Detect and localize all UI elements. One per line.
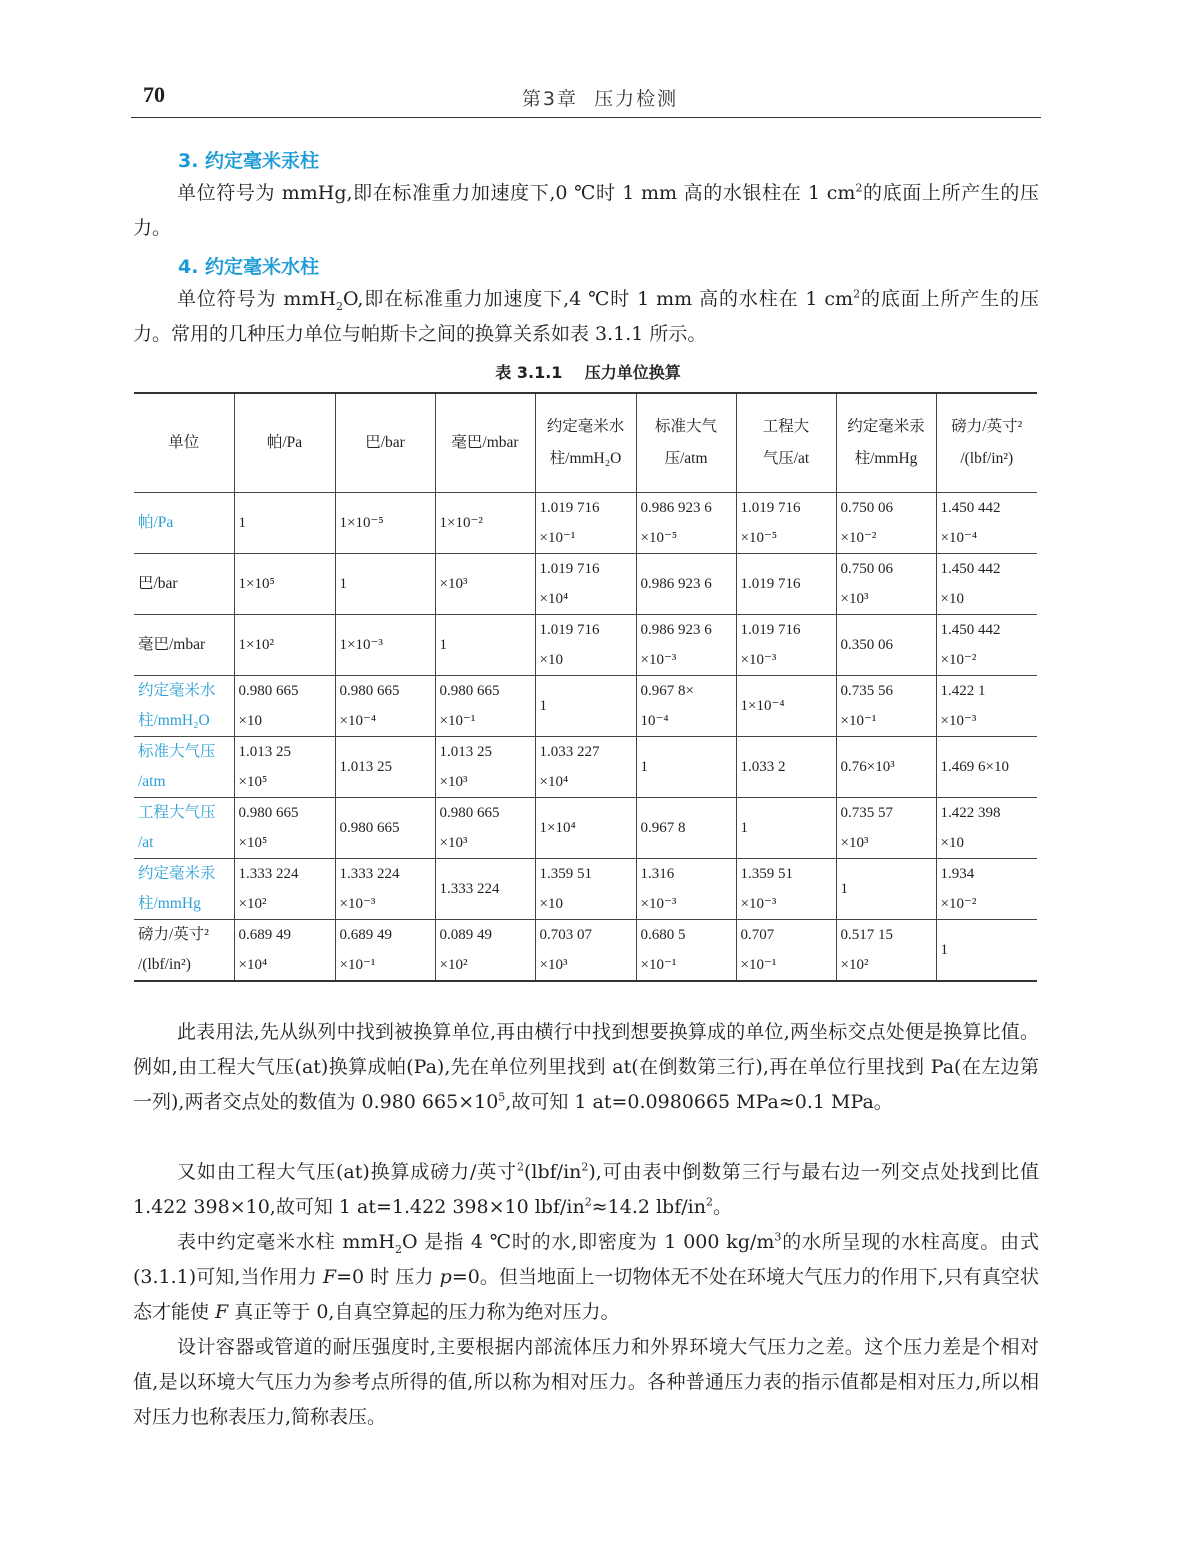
cell-line: 约定毫米汞: [847, 418, 925, 435]
cell-line: 0.750 06: [840, 500, 893, 516]
cell-line: 柱/mmH₂O: [138, 712, 210, 729]
table-row: [134, 737, 1037, 798]
conversion-value-cell: [636, 493, 736, 554]
cell-line: ×10²: [840, 957, 869, 973]
conversion-value-cell: [836, 798, 936, 859]
cell-line: ×10³: [840, 591, 869, 607]
cell-line: ×10²: [238, 896, 267, 912]
cell-line: 气压/at: [762, 450, 810, 467]
cell-line: 0.703 07: [539, 927, 592, 943]
cell-line: ×10⁻³: [339, 896, 376, 912]
cell-line: 约定毫米水: [138, 682, 216, 699]
cell-line: 1: [339, 576, 347, 592]
cell-line: ×10⁻²: [840, 530, 877, 546]
conversion-value-cell: [234, 798, 335, 859]
cell-line: 0.980 665: [238, 805, 299, 821]
cell-line: 1.469 6×10: [940, 759, 1009, 775]
cell-line: ×10³: [539, 957, 568, 973]
cell-line: ×10⁻¹: [640, 957, 677, 973]
row-unit-label: [134, 859, 234, 920]
conversion-value-cell: [636, 554, 736, 615]
conversion-value-cell: [435, 554, 535, 615]
cell-line: 1.359 51: [740, 866, 793, 882]
cell-line: 磅力/英寸²: [951, 418, 1023, 435]
table-caption: 表 3.1.1 压力单位换算: [495, 363, 681, 382]
conversion-value-cell: [535, 615, 636, 676]
conversion-value-cell: [636, 615, 736, 676]
conversion-value-cell: [435, 493, 535, 554]
cell-line: ×10²: [439, 957, 468, 973]
conversion-value-cell: [736, 676, 836, 737]
cell-line: /at: [138, 834, 154, 851]
cell-line: ×10⁻³: [740, 896, 777, 912]
cell-line: ×10⁻¹: [740, 957, 777, 973]
cell-line: ×10⁻³: [740, 652, 777, 668]
conversion-value-cell: [535, 493, 636, 554]
conversion-value-cell: [636, 676, 736, 737]
cell-line: 标准大气: [654, 418, 717, 435]
conversion-value-cell: [435, 676, 535, 737]
conversion-value-cell: [936, 859, 1037, 920]
cell-line: /atm: [138, 773, 166, 790]
cell-line: ×10⁻¹: [439, 713, 476, 729]
pressure-conversion-table: [134, 392, 1037, 982]
cell-line: 1×10²: [238, 637, 274, 653]
cell-line: 0.750 06: [840, 561, 893, 577]
cell-line: 1.019 716: [740, 622, 801, 638]
conversion-value-cell: [636, 798, 736, 859]
cell-line: ×10⁻³: [640, 652, 677, 668]
cell-line: 0.967 8: [640, 820, 686, 836]
conversion-value-cell: [836, 676, 936, 737]
cell-line: 磅力/英寸²: [138, 926, 209, 943]
column-header: [535, 393, 636, 493]
row-unit-label: [134, 737, 234, 798]
conversion-value-cell: [836, 920, 936, 982]
column-header: [134, 393, 234, 493]
conversion-value-cell: [535, 798, 636, 859]
cell-line: 0.735 57: [840, 805, 893, 821]
cell-line: 1.033 227: [539, 744, 600, 760]
conversion-value-cell: [335, 798, 435, 859]
conversion-value-cell: [836, 554, 936, 615]
cell-line: ×10: [539, 652, 563, 668]
cell-line: 1: [238, 515, 246, 531]
column-header: [335, 393, 435, 493]
conversion-value-cell: [234, 859, 335, 920]
section-title-mmhg: 3. 约定毫米汞柱: [178, 150, 320, 172]
cell-line: 0.986 923 6: [640, 576, 712, 592]
conversion-value-cell: [736, 554, 836, 615]
cell-line: /(lbf/in²): [960, 450, 1014, 467]
cell-line: 1: [740, 820, 748, 836]
conversion-value-cell: [936, 737, 1037, 798]
cell-line: 毫巴/mbar: [451, 434, 519, 451]
cell-line: 1×10⁻²: [439, 515, 483, 531]
cell-line: 1.013 25: [238, 744, 291, 760]
cell-line: 巴/bar: [365, 434, 405, 451]
cell-line: ×10: [940, 835, 964, 851]
column-header: [636, 393, 736, 493]
conversion-value-cell: [936, 615, 1037, 676]
conversion-value-cell: [535, 737, 636, 798]
cell-line: 1.450 442: [940, 561, 1001, 577]
row-unit-label: [134, 798, 234, 859]
cell-line: 1: [539, 698, 547, 714]
conversion-value-cell: [535, 676, 636, 737]
section-paragraph-mmhg: 单位符号为 mmHg,即在标准重力加速度下,0 ℃时 1 mm 高的水银柱在 1 $cm^2$的底面上所产生的压力。: [133, 181, 1039, 239]
conversion-value-cell: [435, 859, 535, 920]
row-unit-label: [134, 493, 234, 554]
table-row: [134, 920, 1037, 982]
conversion-value-cell: [636, 920, 736, 982]
conversion-value-cell: [335, 920, 435, 982]
cell-line: 1×10⁻³: [339, 637, 383, 653]
table-row: [134, 493, 1037, 554]
cell-line: 0.707: [740, 927, 775, 943]
running-header: 第3章 压力检测: [521, 88, 679, 110]
conversion-value-cell: [335, 554, 435, 615]
cell-line: 1.019 716: [539, 561, 600, 577]
conversion-value-cell: [636, 859, 736, 920]
cell-line: ×10: [940, 591, 964, 607]
cell-line: 1×10⁻⁴: [740, 698, 785, 714]
cell-line: 1.333 224: [439, 881, 500, 897]
cell-line: 1.422 1: [940, 683, 986, 699]
body-paragraph: 此表用法,先从纵列中找到被换算单位,再由横行中找到想要换算成的单位,两坐标交点处便是换算比值。例如,由工程大气压(at)换算成帕(Pa),先在单位列里找到 at(在倒数第三行),再在单位行里找到 Pa(在左边第一列),两者交点处的数值为 0.980 $665\times 10^5$,故可知 1 at=0.0980665 MPa≈0.1 MPa。: [133, 1021, 1039, 1113]
body-paragraph: 又如由工程大气压(at)换算成磅力/英寸$^2(lbf/in^2)$,可由表中倒数第三行与最右边一列交点处找到比值 1.422 398×10,故可知 1 at=1.422 398×10 lbf/$in^2\approx 14.2$ lbf/$in^2$。: [133, 1160, 1039, 1218]
conversion-value-cell: [234, 493, 335, 554]
cell-line: 1.013 25: [439, 744, 492, 760]
cell-line: ×10: [238, 713, 262, 729]
cell-line: 0.76×10³: [840, 759, 895, 775]
cell-line: 1.019 716: [539, 500, 600, 516]
cell-line: 单位: [168, 434, 200, 451]
conversion-value-cell: [636, 737, 736, 798]
conversion-value-cell: [435, 615, 535, 676]
conversion-value-cell: [936, 554, 1037, 615]
cell-line: ×10⁴: [539, 591, 569, 607]
conversion-value-cell: [836, 859, 936, 920]
cell-line: 1.316: [640, 866, 675, 882]
cell-line: 0.517 15: [840, 927, 893, 943]
conversion-value-cell: [535, 920, 636, 982]
header-rule: [131, 117, 1041, 118]
conversion-value-cell: [535, 554, 636, 615]
table-header-row: [134, 393, 1037, 493]
cell-line: 柱/mmHg: [138, 895, 201, 912]
conversion-value-cell: [736, 859, 836, 920]
cell-line: 1: [840, 881, 848, 897]
conversion-value-cell: [335, 615, 435, 676]
cell-line: /(lbf/in²): [138, 956, 191, 973]
section-title-mmh2o: 4. 约定毫米水柱: [178, 256, 320, 278]
cell-line: 1.019 716: [740, 576, 801, 592]
conversion-value-cell: [435, 798, 535, 859]
cell-line: 1.033 2: [740, 759, 786, 775]
row-unit-label: [134, 615, 234, 676]
cell-line: 1.450 442: [940, 622, 1001, 638]
conversion-value-cell: [936, 920, 1037, 982]
conversion-value-cell: [736, 798, 836, 859]
cell-line: 1×10⁴: [539, 820, 576, 836]
cell-line: 1×10⁻⁵: [339, 515, 384, 531]
row-unit-label: [134, 920, 234, 982]
cell-line: 0.089 49: [439, 927, 492, 943]
cell-line: ×10⁻¹: [840, 713, 877, 729]
column-header: [234, 393, 335, 493]
cell-line: ×10⁻²: [940, 896, 977, 912]
table-row: [134, 615, 1037, 676]
conversion-value-cell: [234, 554, 335, 615]
cell-line: ×10: [539, 896, 563, 912]
cell-line: 帕/Pa: [266, 434, 303, 451]
conversion-value-cell: [335, 737, 435, 798]
cell-line: 1.359 51: [539, 866, 592, 882]
conversion-value-cell: [736, 920, 836, 982]
conversion-value-cell: [335, 676, 435, 737]
cell-line: ×10⁵: [238, 774, 268, 790]
cell-line: 1.333 224: [238, 866, 299, 882]
cell-line: 工程大气压: [138, 804, 216, 821]
cell-line: 1.450 442: [940, 500, 1001, 516]
conversion-value-cell: [936, 493, 1037, 554]
conversion-value-cell: [435, 737, 535, 798]
cell-line: ×10³: [439, 576, 468, 592]
conversion-value-cell: [234, 615, 335, 676]
conversion-value-cell: [435, 920, 535, 982]
conversion-value-cell: [836, 493, 936, 554]
column-header: [936, 393, 1037, 493]
column-header: [836, 393, 936, 493]
cell-line: ×10³: [840, 835, 869, 851]
conversion-value-cell: [234, 737, 335, 798]
cell-line: 1: [640, 759, 648, 775]
cell-line: 0.980 665: [439, 683, 500, 699]
cell-line: 0.735 56: [840, 683, 893, 699]
row-unit-label: [134, 554, 234, 615]
cell-line: 1: [940, 942, 948, 958]
cell-line: 工程大: [762, 418, 810, 435]
conversion-value-cell: [335, 493, 435, 554]
cell-line: 0.689 49: [339, 927, 392, 943]
cell-line: 1.422 398: [940, 805, 1001, 821]
cell-line: 0.980 665: [439, 805, 500, 821]
cell-line: ×10⁵: [238, 835, 268, 851]
conversion-value-cell: [736, 737, 836, 798]
cell-line: ×10⁻¹: [339, 957, 376, 973]
conversion-value-cell: [234, 920, 335, 982]
conversion-value-cell: [936, 798, 1037, 859]
cell-line: 约定毫米汞: [138, 865, 216, 882]
cell-line: 约定毫米水: [546, 418, 625, 435]
cell-line: 压/atm: [664, 450, 708, 467]
cell-line: 0.986 923 6: [640, 500, 712, 516]
table-row: [134, 676, 1037, 737]
row-unit-label: [134, 676, 234, 737]
cell-line: ×10⁻²: [940, 652, 977, 668]
cell-line: 0.980 665: [238, 683, 299, 699]
cell-line: 帕/Pa: [138, 514, 174, 531]
conversion-value-cell: [535, 859, 636, 920]
body-paragraph: 表中约定毫米水柱 mmH$_2$O 是指 4 ℃时的水,即密度为 1 000 $kg/m^3$的水所呈现的水柱高度。由式(3.1.1)可知,当作用力 F=0 时 压力 p=0。但当地面上一切物体无不处在环境大气压力的作用下,只有真空状态才能使 F 真正等于 0,自真空算起的压力称为绝对压力。: [133, 1230, 1039, 1323]
cell-line: ×10⁴: [238, 957, 268, 973]
table-row: [134, 859, 1037, 920]
cell-line: 1.019 716: [539, 622, 600, 638]
table-row: [134, 798, 1037, 859]
cell-line: 1.934: [940, 866, 975, 882]
cell-line: 毫巴/mbar: [138, 636, 206, 653]
cell-line: ×10³: [439, 835, 468, 851]
cell-line: 1.333 224: [339, 866, 400, 882]
cell-line: ×10⁻⁵: [740, 530, 778, 546]
conversion-value-cell: [936, 676, 1037, 737]
cell-line: 0.986 923 6: [640, 622, 712, 638]
conversion-value-cell: [234, 676, 335, 737]
conversion-value-cell: [736, 493, 836, 554]
column-header: [736, 393, 836, 493]
cell-line: ×10⁻³: [940, 713, 977, 729]
conversion-value-cell: [836, 615, 936, 676]
conversion-value-cell: [836, 737, 936, 798]
cell-line: 0.980 665: [339, 820, 400, 836]
cell-line: ×10³: [439, 774, 468, 790]
body-paragraph: 设计容器或管道的耐压强度时,主要根据内部流体压力和外界环境大气压力之差。这个压力差是个相对值,是以环境大气压力为参考点所得的值,所以称为相对压力。各种普通压力表的指示值都是相对压力,所以相对压力也称表压力,简称表压。: [133, 1336, 1039, 1428]
conversion-value-cell: [335, 859, 435, 920]
cell-line: ×10⁻⁵: [640, 530, 678, 546]
cell-line: ×10⁻⁴: [940, 530, 978, 546]
cell-line: 0.680 5: [640, 927, 686, 943]
cell-line: 巴/bar: [138, 575, 178, 592]
cell-line: 1.013 25: [339, 759, 392, 775]
page-number: 70: [143, 82, 165, 107]
cell-line: 0.980 665: [339, 683, 400, 699]
cell-line: ×10⁻³: [640, 896, 677, 912]
cell-line: 0.350 06: [840, 637, 893, 653]
cell-line: ×10⁴: [539, 774, 569, 790]
cell-line: ×10⁻¹: [539, 530, 576, 546]
table-row: [134, 554, 1037, 615]
cell-line: 1: [439, 637, 447, 653]
column-header: [435, 393, 535, 493]
cell-line: 1.019 716: [740, 500, 801, 516]
cell-line: 0.967 8×: [640, 683, 694, 699]
section-paragraph-mmh2o: 单位符号为 mmH$_2$O,即在标准重力加速度下,4 ℃时 1 mm 高的水柱在 1 $cm^2$的底面上所产生的压力。常用的几种压力单位与帕斯卡之间的换算关系如表 3.1.1 所示。: [133, 287, 1039, 345]
conversion-value-cell: [736, 615, 836, 676]
cell-line: 1×10⁵: [238, 576, 275, 592]
cell-line: 10⁻⁴: [640, 713, 669, 729]
cell-line: 柱/mmHg: [854, 450, 918, 467]
cell-line: ×10⁻⁴: [339, 713, 377, 729]
cell-line: 柱/mmH₂O: [549, 450, 622, 467]
cell-line: 标准大气压: [138, 743, 216, 760]
cell-line: 0.689 49: [238, 927, 291, 943]
